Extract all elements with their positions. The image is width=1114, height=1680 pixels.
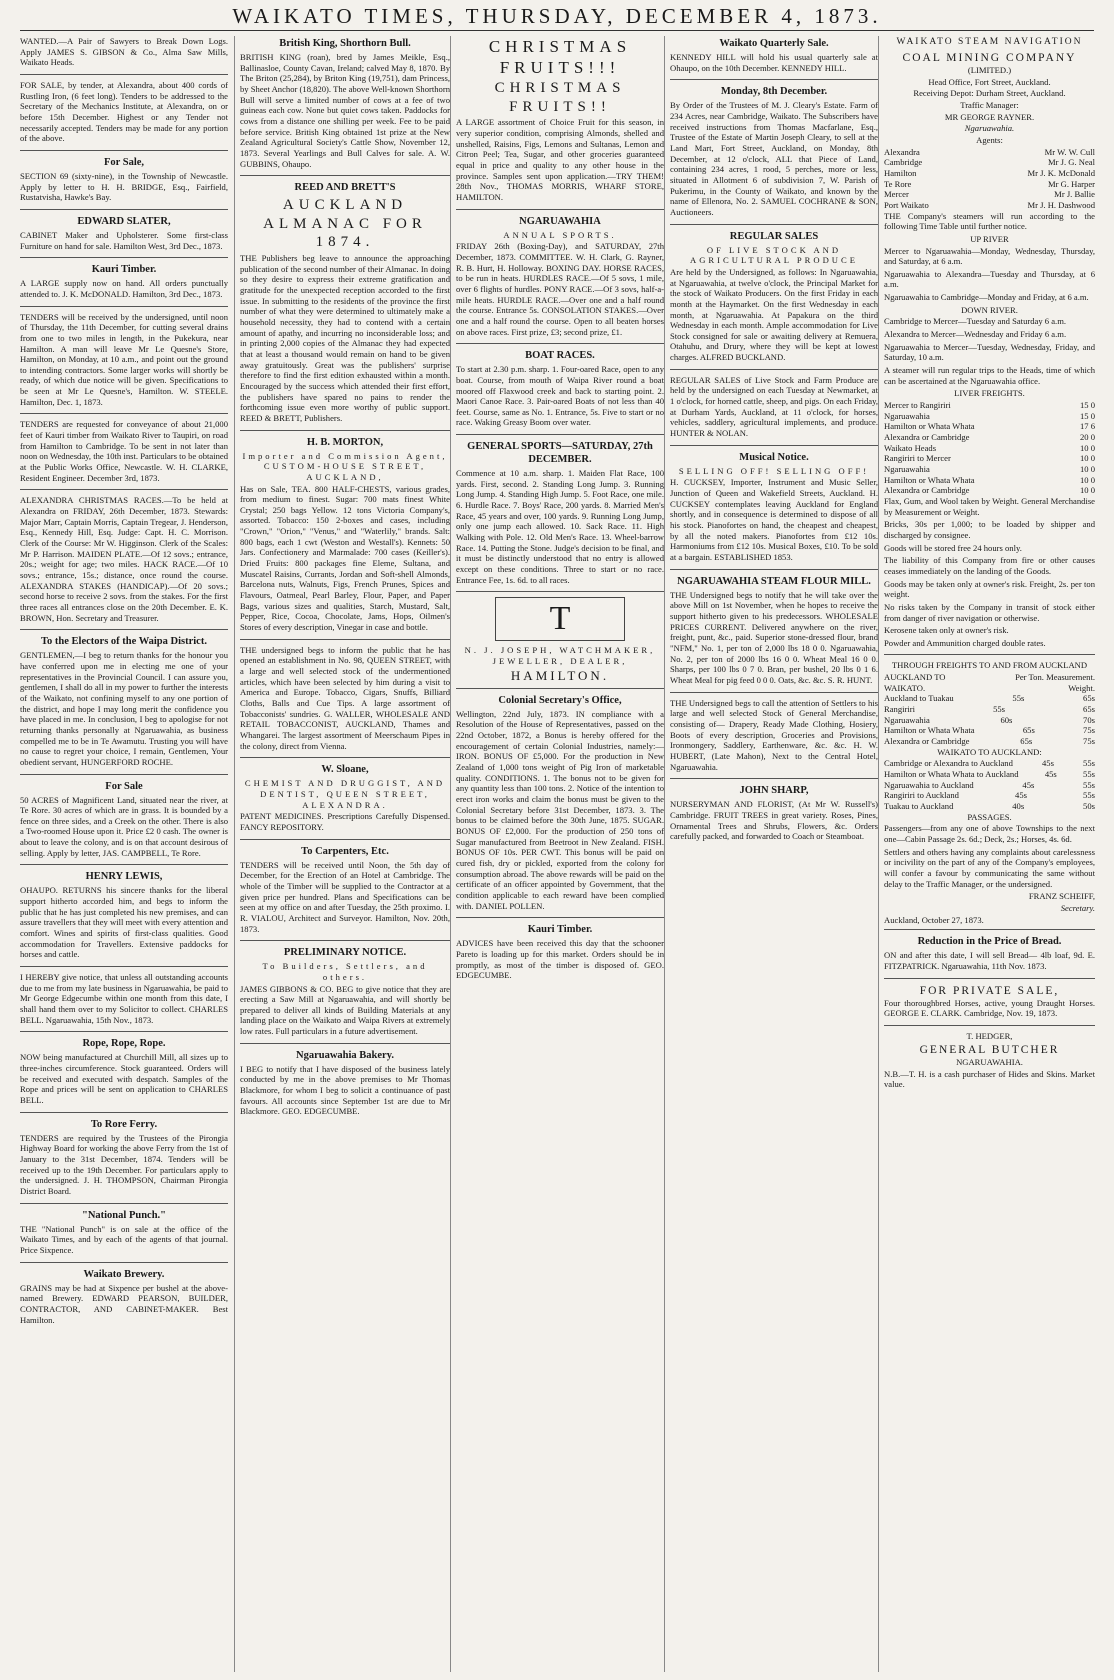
table-cell: Auckland to Tuakau [884, 693, 954, 704]
ad-body: BRITISH KING (roan), bred by James Meikle, Esq., Ballinasloe, County Cavan, Ireland; calved May 8, 1870. By The Briton (25,284), by Briton King (19,751), dam Princess, by Sheet Anchor (18,820). The above Well-known Shorthorn Bull will serve a limited number of cows at a fee of two guineas each cow. None but quiet cows taken. Paddocks for cows from a distance one shilling per week. Fee to be paid before service. British King obtained 1st prize at the New Zealand Agricultural Society's Cattle Show, November 12, 1873. Several Yearlings and Bull Calves for sale. A. W. GUBBINS, Ohaupo. [240, 52, 450, 169]
table-cell: 70s [1083, 714, 1095, 725]
table-row [884, 790, 1095, 801]
ad-heading: NGARUAWAHIA [519, 215, 601, 227]
through-table [884, 693, 1095, 746]
table-cell: Mercer to Rangiriri [884, 400, 951, 411]
schedule-line: Ngaruawahia to Alexandra—Tuesday and Thursday, at 6 a.m. [884, 268, 1095, 290]
agents-list [884, 147, 1095, 211]
column-2 [234, 36, 455, 1672]
advertisement [670, 230, 878, 370]
ad-body: NURSERYMAN AND FLORIST, (At Mr W. Russell's) Cambridge. FRUIT TREES in great variety. Roses, Pines, Ornamental Trees and Shrubs, Flowers, &c. Orders carefully packed, and forwarded to Coach or Steamboat. [670, 799, 878, 842]
schedule-line: Kerosene taken only at owner's risk. [884, 625, 1009, 636]
ad-body: TENDERS will be received by the undersigned, until noon of Thursday, the 11th December, for cutting several drains from one to two miles in length, in the Pukekura, near Hamilton. A man will leave Mr Le Quesne's Store, Hamilton, on Monday, at 10 a.m., and point out the ground to intending contractors. Some larger works will shortly be ready, of which due notice will be given. Specifications to be seen at Mr Le Quesne's, Hamilton. W. STEELE. Hamilton, Dec. 1, 1873. [20, 311, 228, 407]
ad-body: Are held by the Undersigned, as follows: In Ngaruawahia, at Ngaruawahia, at twelve o'clock, the Principal Market for the stock of Waikato Producers. On the first Friday in each month at the Haymarket. On the first Wednesday in each month, at Ngaruawahia. At Papakura on the third Wednesday in each month. Ample accommodation for Live Stock consigned for sale or awaiting delivery at Remuera, Otahuhu, and Drury, where they will be kept at lowest charges. ALFRED BUCKLAND. [670, 266, 878, 363]
through-subheading [884, 672, 1095, 693]
ad-body: Has on Sale, TEA. 800 HALF-CHESTS, various grades, from medium to finest. Sugar: 700 mats finest White Crystal; 250 bags Yellow. 12 tons Victoria Company's, assorted. Tobacco: 150 2-boxes and cases, including "Crown," "Orion," "Venus," and "Waterlily," brands. Salt: 800 bags, each 1 cwt (Weston and Westall's). Kennets: 50 Jars. Confectionery and Marmalade: 700 cases (Keiller's). Dried Fruits: 800 packages fine Eleme, Sultana, and Muscatel Raisins, Currants, Jordan and Soft-shell Almonds, Barcelona nuts, Walnuts, Figs, French Prunes, Spices and Flavours, Oatmeal, Pearl Barley, Flour, Paper, and Paper Bags, various sizes and qualities, Starch, Mustard, Salt, Pepper, Rice, Cocoa, Chocolate, Jams, Hops, Oilmen's Stores of every description, Vinegar in case and bottle. [240, 483, 450, 633]
ad-body: A LARGE assortment of Choice Fruit for this season, in very superior condition, comprising Almonds, shelled and unshelled, Raisins, Figs, Lemons and Sultanas, Lemon and Citron Peel; Tea, Sugar, and other groceries guaranteed equal in price and quality to any other house in the province. Samples sent upon application.—TRY THEM! 28th Nov., THOMAS MORRIS, WHARF STORE, HAMILTON. [456, 117, 664, 202]
table-row [884, 411, 1095, 422]
table-cell: Mr J. H. Dashwood [1027, 199, 1095, 210]
advertisement [670, 698, 878, 780]
schedule-line: A steamer will run regular trips to the Heads, time of which can be ascertained at the Ngaruawahia office. [884, 365, 1095, 386]
table-cell: 75s [1083, 725, 1095, 736]
table-cell: 55s [1083, 790, 1095, 801]
back-table [884, 758, 1095, 811]
table-row [884, 157, 1095, 168]
table-row [884, 801, 1095, 812]
private-sale-heading: FOR PRIVATE SALE, [919, 984, 1060, 997]
ad-heading: JOHN SHARP, [739, 785, 809, 797]
advertisement [20, 870, 228, 967]
advertisement [240, 1049, 450, 1123]
advertisement [240, 946, 450, 1044]
ad-heading: Kauri Timber. [91, 264, 157, 276]
notice-date: Auckland, October 27, 1873. [884, 914, 984, 925]
head-office: Head Office, Fort Street, Auckland. [928, 76, 1051, 87]
table-cell: 45s [1044, 769, 1057, 780]
ad-body: SECTION 69 (sixty-nine), in the Township of Newcastle. Apply by letter to H. H. BRIDGE, Esq., Fairfield, Rustatvisha, Hawke's Bay. [20, 170, 228, 203]
table-cell: 45s [1015, 790, 1027, 801]
ad-heading: To Rore Ferry. [90, 1118, 158, 1130]
advertisement [20, 156, 228, 210]
advertisement [20, 1118, 228, 1204]
ad-body: I HEREBY give notice, that unless all outstanding accounts due to me from my late business in Ngaruawahia, be paid to Mr George Edgecumbe within one month from this date, I shall hand them over to my Solicitor to collect. CHARLES BELL. Ngaruawahia, 15th Nov., 1873. [20, 972, 228, 1025]
ad-heading: Waikato Quarterly Sale. [719, 38, 829, 49]
table-cell: Tuakau to Auckland [884, 801, 954, 812]
ad-body: I BEG to notify that I have disposed of the business lately conducted by me in the above premises to Mr Thomas Blackmore, for whom I beg to solicit a continuance of past favours. All accounts since September 1st are due to Mr Blackmore. GEO. EDGECUMBE. [240, 1063, 450, 1117]
traffic-manager: MR GEORGE RAYNER. [944, 111, 1035, 122]
schedule-line: Alexandra to Mercer—Wednesday and Friday 6 a.m. [884, 329, 1067, 340]
schedule-line: The liability of this Company from fire or other causes ceases immediately on the landing of the Goods. [884, 555, 1095, 576]
ad-subheading: ANNUAL SPORTS. [503, 229, 617, 240]
table-row [884, 780, 1095, 791]
table-cell: 10 0 [1079, 474, 1095, 485]
table-cell: 20 0 [1079, 432, 1095, 443]
table-cell: 10 0 [1079, 485, 1095, 496]
table-cell: 10 0 [1079, 453, 1095, 464]
ad-heading: Kauri Timber. [527, 924, 593, 936]
table-row [884, 736, 1095, 747]
advertisement [20, 263, 228, 306]
freights-heading: LIVER FREIGHTS. [954, 388, 1025, 399]
table-cell: 55s [1083, 779, 1095, 790]
ad-body: HAMILTON. [510, 667, 610, 683]
ad-body: Commence at 10 a.m. sharp. 1. Maiden Flat Race, 100 yards. First, second. 2. Standing Long Jump. 3. Running Long Jump. 4. Standing High Jump. 5. Foot Race, one mile. 6. Hurdle Race. 7. Boys' Race, 200 yards. 8. Married Men's Race, 45 years and over, 100 yards. 9. Running Long Jump, only one jump each allowed. 10. Sack Race. 11. High Walking with Pole. 12. Old Men's Race. 13. Wheel-barrow Race. 14. Putting the Stone. Judge's decision to be final, and it must be distinctly understood that no entry is allowed except on these conditions. Three to start or no race. Entrance Fee, 1s. 6d. to all races. [456, 468, 664, 585]
ad-body: A LARGE supply now on hand. All orders punctually attended to. J. K. McDONALD. Hamilton, 3rd Dec., 1873. [20, 278, 228, 299]
table-cell: Hamilton or Whata Whata [884, 421, 975, 432]
table-cell: Mr J. G. Neal [1047, 157, 1095, 168]
column-1 [20, 36, 233, 1672]
through-freights [884, 660, 1095, 930]
ad-heading: CHRISTMAS FRUITS!!! [488, 37, 632, 78]
table-cell: 10 0 [1079, 463, 1095, 474]
private-sale-ad [884, 984, 1095, 1027]
table-cell: Mr G. Harper [1047, 178, 1095, 189]
advertisement [240, 645, 450, 759]
ad-body: CABINET Maker and Upholsterer. Some first-class Furniture on hand for sale. Hamilton West, 3rd Dec., 1873. [20, 229, 228, 251]
ad-subheading: AUCKLAND ALMANAC FOR 1874. [263, 197, 427, 251]
ad-body: H. CUCKSEY, Importer, Instrument and Music Seller, Junction of Queen and Wakefield Streets, Auckland. H. CUCKSEY contemplates leaving Auckland for England shortly, and in consequence is determined to dispose of all his stock. Pianofortes on hand, the cheapest and cheapest, by all the noted makers. Pianofortes from £12 10s. Harmoniums from £12 10s. Musical Boxes, £10. To be sold at a bargain. ESTABLISHED 1853. [670, 477, 878, 562]
ad-heading: Waikato Brewery. [83, 1268, 165, 1280]
table-row [884, 758, 1095, 769]
advertisement [670, 85, 878, 224]
through-heading: THROUGH FREIGHTS TO AND FROM AUCKLAND [891, 660, 1088, 671]
ad-body: JAMES GIBBONS & CO. BEG to give notice that they are erecting a Saw Mill at Ngaruawahia, and will shortly be prepared to deliver all kinds of Building Materials at any landing place on the Waikato and Waipa Rivers at extremely low rates. Full particulars in a future advertisement. [240, 983, 450, 1037]
advertisement [20, 1268, 228, 1332]
table-row [884, 464, 1095, 475]
table-row [884, 432, 1095, 443]
table-cell: 45s [1022, 779, 1035, 790]
ad-heading: BOAT RACES. [525, 350, 595, 362]
ad-heading: NGARUAWAHIA STEAM FLOUR MILL. [677, 575, 871, 587]
ad-heading: GENERAL SPORTS—SATURDAY, 27th DECEMBER. [467, 441, 653, 466]
table-row [884, 147, 1095, 158]
ad-body: REGULAR SALES of Live Stock and Farm Produce are held by the undersigned on each Tuesday at Newmarket, at 1 o'clock, for horned cattle, sheep, and pigs. On each Friday, at Durham Yards, Auckland, at 11 o'clock, for horses, vehicles, saddlery, agricultural implements, and produce. HUNTER & NOLAN. [670, 374, 878, 439]
table-cell: 15 0 [1079, 410, 1095, 421]
table-cell: 55s [993, 704, 1006, 715]
table-row [884, 179, 1095, 190]
schedule-line: Powder and Ammunition charged double rates. [884, 637, 1046, 648]
table-row [884, 475, 1095, 486]
ad-heading: H. B. MORTON, [306, 436, 384, 448]
passages-text: Passengers—from any one of above Townships to the next one—Cabin Passage 2s. 6d.; Deck, 2s.; Horses, 4s. 6d. [884, 823, 1095, 844]
advertisement [20, 1037, 228, 1112]
advertisement [240, 845, 450, 942]
receiving-depot: Receiving Depot: Durham Street, Auckland. [913, 88, 1066, 99]
table-cell: 75s [1083, 736, 1095, 747]
up-river-list [884, 246, 1095, 303]
table-row [884, 769, 1095, 780]
up-river-heading: UP RIVER [970, 233, 1009, 244]
bread-ad [884, 935, 1095, 978]
table-cell: 17 6 [1079, 421, 1095, 432]
table-cell: Rangiriri [884, 704, 916, 715]
table-cell: 10 0 [1079, 442, 1095, 453]
table-row [884, 443, 1095, 454]
private-sale-text: Four thoroughbred Horses, active, young Draught Horses. GEORGE E. CLARK. Cambridge, Nov. 19, 1873. [884, 997, 1095, 1019]
schedule-line: Cambridge to Mercer—Tuesday and Saturday 6 a.m. [884, 316, 1067, 327]
masthead: WAIKATO TIMES, THURSDAY, DECEMBER 4, 1873. [20, 4, 1094, 31]
ad-body: GENTLEMEN,—I beg to return thanks for the honour you have conferred upon me in electing me one of your representatives in the Provincial Council. I can assure you, gentlemen, I shall do all in my power to further the interests of the Waikato, not confining myself to any one portion of the district, and hope I may long merit the confidence you have placed in me. In conclusion, I beg to apologise for not returning thanks personally at Ngaruawahia, as business compelled me to be in Te Awamutu. Trusting you will have no cause to regret your choice, I remain, Gentlemen, Your obedient servant, HUNGERFORD ROCHE. [20, 650, 228, 767]
ad-body: THE Undersigned begs to call the attention of Settlers to his large and well selected Stock of General Merchandise, consisting of— Drapery, Ready Made Clothing, Hosiery, Boots of every description, Groceries and Provisions, Ironmongery, Saddlery, Earthenware, &c. &c. H. W. HUBERT, (Late Mahon), Next to the Central Hotel, Ngaruawahia. [670, 697, 878, 772]
steam-navigation-ad [884, 37, 1095, 655]
table-cell: 45s [1041, 758, 1054, 769]
table-row [884, 725, 1095, 736]
table-cell: 65s [1083, 693, 1095, 704]
table-cell: Ngaruawahia [884, 410, 930, 421]
advertisement [20, 1209, 228, 1263]
ad-subheading: CHEMIST AND DRUGGIST, AND DENTIST, QUEEN STREET, ALEXANDRA. [244, 778, 446, 810]
table-row [884, 453, 1095, 464]
advertisement [240, 37, 450, 176]
company-name: COAL MINING COMPANY [902, 51, 1077, 64]
ad-body: TENDERS are required by the Trustees of the Pirongia Highway Board for working the above Ferry from the 1st of January to the 31st December, 1874. Tenders will be received up to the 19th December. For particulars apply to the undersigned. J. H. THOMPSON, Chairman Pirongia District Board. [20, 1132, 228, 1196]
table-cell: Port Waikato [884, 199, 929, 210]
table-cell: 65s [1020, 736, 1033, 747]
table-cell: Hamilton or Whata Whata [884, 474, 975, 485]
schedule-line: Ngaruawahia to Cambridge—Monday and Friday, at 6 a.m. [884, 292, 1089, 303]
schedule-line: No risks taken by the Company in transit of stock either from danger of river navigation or otherwise. [884, 601, 1095, 623]
bread-heading: Reduction in the Price of Bread. [917, 936, 1062, 948]
table-row [884, 704, 1095, 715]
advertisement [20, 312, 228, 415]
butcher-ad [884, 1031, 1095, 1096]
table-cell: 15 0 [1079, 400, 1095, 411]
advertisement [20, 36, 228, 75]
ad-heading: For Sale [105, 780, 143, 792]
table-cell: Cambridge or Alexandra to Auckland [884, 758, 1013, 769]
ad-body: ALEXANDRA CHRISTMAS RACES.—To be held at Alexandra on FRIDAY, 26th December, 1873. Stewards: Major Marr, Captain Morris, Captain Tregear, J. Henderson, Esq., Kennedy Hill, Esq. Judge: Capt. H. C. Morrison. Clerk of the Course: Mr W. Higginson. Clerk of the Scales: Mr P. Harrison. MAIDEN PLATE.—Of 12 sovs.; entrance, 20s.; weight for age; two miles. HACK RACE.—Of 10 sovs.; entrance, 15s.; distance, once round the course. ALEXANDRA STAKES (HANDICAP).—Of 20 sovs.; second horse to receive 2 sovs. from the stakes. For the first three races all entrances close on the 20th December. E. K. BROWN, Hon. Secretary and Treasurer. [20, 495, 228, 623]
ad-body: Wellington, 22nd July, 1873. IN compliance with a Resolution of the House of Representatives, passed on the 22nd October, 1872, a Bonus is hereby offered for the encouragement of certain Colonial Industries, namely:— IRON. BONUS OF £5,000. For the production in New Zealand of 1,000 tons weight of Pig Iron of marketable quality. CONDITIONS. 1. The bonus not to be given for any quantity less than 100 tons. 2. Notice of the intention to erect iron works and claim the bonus must be given to the Colonial Secretary before 31st December, 1873. 3. The bonus to be claimed before the 30th June, 1875. SUGAR. BONUS OF £2,000. For the production of 250 tons of Sugar manufactured from Beetroot in New Zealand. FISH. BONUS OF 10s. PER CWT. This bonus will be paid on cured fish, dry or pickled, exported from the colony for consumption abroad. The above rewards will be paid on the certificate of an officer appointed by Government, that the condition applicable to each reward have been complied with. DANIEL POLLEN. [456, 708, 664, 911]
table-cell: Ngaruawahia [884, 714, 930, 725]
ad-heading: PRELIMINARY NOTICE. [283, 947, 407, 959]
butcher-place: NGARUAWAHIA. [956, 1057, 1023, 1068]
table-cell: Rangiriri to Auckland [884, 790, 959, 801]
table-cell: Cambridge [884, 157, 923, 168]
advertisement [20, 972, 228, 1032]
table-cell: Ngaruawahia [884, 463, 930, 474]
ad-heading: HENRY LEWIS, [85, 871, 163, 883]
advertisement [456, 923, 664, 987]
advertisement [456, 349, 664, 435]
table-cell: 65s [1083, 704, 1095, 715]
notes-list [884, 496, 1095, 649]
ad-subheading: Importer and Commission Agent, CUSTOM-HOUSE STREET, AUCKLAND, [242, 450, 448, 482]
column-3 [450, 36, 669, 1672]
butcher-name: T. HEDGER, [966, 1031, 1013, 1042]
ad-heading: Ngaruawahia Bakery. [295, 1049, 394, 1061]
table-cell: Mercer [884, 189, 909, 200]
settlers-text: Settlers and others having any complaints about carelessness or incivility on the part of any of the Company's employees, will confer a favour by communicating the same without delay to the Traffic Manager, or the undersigned. [884, 846, 1095, 889]
ad-body: To start at 2.30 p.m. sharp. 1. Four-oared Race, open to any boat. Course, from mouth of Waipa River round a boat moored off Flaxwood creek and back to starting point. 2. Maori Canoe Race. 3. Pair-oared Boats of not less than 40 feet. Course, same as No. 1. Entrance, 5s. Five to start or no race. Waking Greasy Boom over water. [456, 364, 664, 428]
table-cell: 65s [1022, 725, 1035, 736]
columns [20, 36, 1094, 1672]
table-cell: Mr J. K. McDonald [1027, 167, 1095, 178]
table-cell: Hamilton or Whata Whata to Auckland [884, 769, 1019, 780]
ad-body: WANTED.—A Pair of Sawyers to Break Down Logs. Apply JAMES S. GIBSON & Co., Alma Saw Mills, Waikato Heads. [20, 36, 228, 68]
freights-table [884, 400, 1095, 496]
to-auckland-heading: WAIKATO TO AUCKLAND: [937, 746, 1042, 757]
advertisement [20, 215, 228, 258]
ad-heading: To Carpenters, Etc. [301, 845, 389, 857]
ad-body: GRAINS may be had at Sixpence per bushel at the above-named Brewery. EDWARD PEARSON, BUILDER, CONTRACTOR, AND CABINET-MAKER. Best Hamilton. [20, 1282, 228, 1325]
table-row [884, 421, 1095, 432]
advertisement [240, 763, 450, 839]
ad-body: OHAUPO. RETURNS his sincere thanks for the liberal support hitherto accorded him, and begs to inform the public that he has just completed his new premises, and can assure travellers that they will meet with every attention and comfort. Wines and spirits of first-class qualities. Good accommodation for Travellers. Extensive paddocks for horses and cattle. [20, 885, 228, 960]
table-row [884, 200, 1095, 211]
ad-body: FRIDAY 26th (Boxing-Day), and SATURDAY, 27th December, 1873. COMMITTEE. W. H. Clark, G. Rayner, R. B. Hurt, H. Holloway. BOXING DAY. HORSE RACES, to be run in heats. HURDLES RACE.—Of 5 sovs, 1 mile, over 6 flights of hurdles. PONY RACE.—Of 3 sovs, half-a-mile heats. HURDLE RACE.—Over one and a half round the course. Entrance 5s. CONSOLATION STAKES.—Over one and a half round the course. Open to all beaten horses on above races. First prize, £3; second prize, £1. [456, 241, 664, 337]
ad-body: ADVICES have been received this day that the schooner Pareto is loading up for this market. Orders should be in promptly, as most of the timber is disposed of. GEO. EDGECUMBE. [456, 938, 664, 981]
advertisement [20, 495, 228, 630]
ad-body: THE undersigned begs to inform the public that he has opened an establishment in No. 98, QUEEN STREET, with a large and well selected stock of the undermentioned articles, which have been selected by him during a visit to America and Europe. Tobacco, Cigars, Snuffs, Billiard Cloths, Balls and Cue Tips. A large assortment of Tobacconists' sundries. G. WALLER, WHOLESALE AND RETAIL TOBACCONIST, AUCKLAND, Thames and Whangarei. The largest assortment of Meerschaum Pipes in the colony, direct from Vienna. [240, 644, 450, 751]
table-row [884, 693, 1095, 704]
butcher-note: N.B.—T. H. is a cash purchaser of Hides and Skins. Market value. [884, 1068, 1095, 1090]
ad-heading: REED AND BRETT'S [294, 182, 396, 194]
through-columns: Per Ton. Measurement. Weight. [1015, 672, 1095, 693]
table-row [884, 485, 1095, 496]
schedule-line: Mercer to Ngaruawahia—Monday, Wednesday, Thursday, and Saturday, at 6 a.m. [884, 245, 1095, 267]
ad-heading: Colonial Secretary's Office, [498, 694, 622, 706]
table-cell: Mr J. Ballie [1054, 189, 1095, 200]
advertisement [20, 80, 228, 151]
table-cell: Hamilton [884, 167, 917, 178]
ad-heading: Monday, 8th December. [720, 86, 828, 98]
table-row [884, 168, 1095, 179]
advertisement [240, 436, 450, 640]
table-cell: Mr W. W. Cull [1044, 146, 1095, 157]
schedule-line: Ngaruawahia to Mercer—Tuesday, Wednesday, Friday, and Saturday, 10 a.m. [884, 341, 1095, 363]
ad-body: TENDERS will be received until Noon, the 5th day of December, for the Erection of an Hotel at Cambridge. The whole of the Timber will be supplied to the Contractor at a given price per hundred. Plans and Specifications can be seen at my office on and after Tuesday, the 25th proximo. I. R. VIALOU, Architect and Surveyor. Hamilton, Nov. 20th, 1873. [240, 859, 450, 934]
table-cell: 40s [1012, 801, 1025, 812]
jeweller-monogram: T [549, 600, 571, 638]
table-cell: 60s [1000, 714, 1013, 725]
table-row [884, 400, 1095, 411]
down-river-heading: DOWN RIVER. [961, 304, 1018, 315]
ad-body: TENDERS are requested for conveyance of about 21,000 feet of Kauri timber from Waikato River to Taupiri, on road from Hamilton to Cambridge. To be sent in not later than noon on Wednesday, the 10th inst. Particulars to be obtained at the Public Works Office, Newcastle. W. H. CLARKE, Resident Engineer. December 3rd, 1873. [20, 419, 228, 483]
schedule-line: Goods may be taken only at owner's risk. Freight, 2s. per ton weight. [884, 578, 1095, 600]
column-4 [664, 36, 883, 1672]
schedule-intro: THE Company's steamers will run according to the following Time Table until further notice. [884, 210, 1095, 232]
secretary-name: FRANZ SCHEIFF, [1028, 891, 1095, 902]
traffic-label: Traffic Manager: [960, 99, 1019, 110]
ad-body: THE Publishers beg leave to announce the approaching publication of the second number of their Almanac. In doing so they desire to express their extreme gratification and gratitude for the unexpected reception accorded to the first issue. In submitting to the residents of the province the first number of what they were determined to ultimately make a household necessity, they had to contend with a certain amount of apathy, and incurring no inconsiderable loss; and in printing 2,000 copies of the Almanac they had expected that at least a thousand would remain on hand to be given away gratuitously. Great was the publishers' surprise therefore to find the first edition exhausted within a month. Encouraged by the success which attended their first effort, the publishers have spared no pains to render the forthcoming issue even more worthy of public support. REED & BRETT, Publishers. [240, 253, 450, 423]
through-sub: AUCKLAND TO WAIKATO. [884, 672, 946, 693]
advertisement [456, 694, 664, 918]
ad-heading: For Sale, [103, 156, 145, 168]
ad-heading: Musical Notice. [739, 451, 809, 463]
ad-subheading: CHRISTMAS FRUITS!! [494, 80, 626, 115]
ad-header: WAIKATO STEAM NAVIGATION [896, 37, 1083, 47]
table-row [884, 715, 1095, 726]
table-cell: Hamilton or Whata Whata [884, 725, 975, 736]
advertisement [670, 451, 878, 570]
ad-heading: "National Punch." [81, 1209, 166, 1221]
table-cell: 50s [1083, 801, 1095, 812]
advertisement [456, 597, 664, 688]
ad-subheading: OF LIVE STOCK AND AGRICULTURAL PRODUCE [690, 244, 858, 266]
ad-heading: To the Electors of the Waipa District. [41, 636, 207, 648]
schedule-line: Goods will be stored free 24 hours only. [884, 542, 1022, 553]
agents-label: Agents: [976, 134, 1003, 145]
table-cell: Ngaruawahia to Auckland [884, 779, 974, 790]
advertisement [20, 419, 228, 490]
table-cell: 55s [1083, 769, 1095, 780]
table-cell: Te Rore [884, 178, 912, 189]
schedule-line: Flax, Gum, and Wool taken by Weight. General Merchandise by Measurement or Weight. [884, 495, 1095, 517]
limited-label: (LIMITED.) [967, 65, 1012, 76]
advertisement [20, 635, 228, 774]
ad-heading: REGULAR SALES [729, 230, 819, 242]
ad-heading: Rope, Rope, Rope. [82, 1038, 166, 1050]
advertisement [240, 181, 450, 430]
advertisement [456, 440, 664, 592]
advertisement [670, 784, 878, 848]
ad-subheading: To Builders, Settlers, and others. [262, 961, 428, 982]
advertisement [456, 36, 664, 210]
passages-heading: PASSAGES. [967, 811, 1012, 822]
advertisement [670, 575, 878, 693]
ngaruawahia-label: Ngaruawahia. [964, 123, 1015, 134]
table-cell: 55s [1012, 693, 1025, 704]
table-cell: Alexandra [884, 146, 920, 157]
table-cell: Rangiriri to Mercer [884, 453, 951, 464]
down-river-list [884, 316, 1095, 386]
ad-body: By Order of the Trustees of M. J. Cleary's Estate. Farm of 234 Acres, near Cambridge, Waikato. The Subscribers have received instructions from Thomas Macfarlane, Esq., Trustee of the Estate of Martin Joseph Cleary, to sell at the Land Mart, Fort Street, Auckland, on Monday, 8th December, at 12 o'clock, ALL that Piece of Land, containing 234 acres, 1 rood, 5 perches, more or less, situated in Allotment 6 of subdivision 7, W. Parish of Pukerimu, in the County of Waikato, and known by the name of Ellenora, No. 2. SAMUEL COCHRANE & SON, Auctioneers. [670, 100, 878, 217]
secretary-title: Secretary. [1060, 902, 1095, 913]
bread-text: ON and after this date, I will sell Bread— 4lb loaf, 9d. E. FITZPATRICK. Ngaruawahia, 11th Nov. 1873. [884, 950, 1095, 971]
ad-body: THE "National Punch" is on sale at the office of the Waikato Times, and by each of the agents of that journal. Price Sixpence. [20, 1223, 228, 1255]
ad-body: NOW being manufactured at Churchill Mill, all sizes up to three-inches circumference. Stock guaranteed. Orders will be received and executed with despatch. Samples of the Rope and prices will be sent on application to CHARLES BELL. [20, 1052, 228, 1105]
advertisement [670, 37, 878, 80]
butcher-title: GENERAL BUTCHER [919, 1043, 1060, 1056]
table-cell: 55s [1083, 758, 1095, 769]
ad-heading: British King, Shorthorn Bull. [279, 38, 411, 49]
table-row [884, 189, 1095, 200]
table-cell: Alexandra or Cambridge [884, 432, 970, 443]
ad-subheading: SELLING OFF! SELLING OFF! [678, 465, 870, 476]
advertisement [20, 780, 228, 866]
ad-body: 50 ACRES of Magnificent Land, situated near the river, at Te Rore. 30 acres of which are in grass. It is bounded by a fence on three sides, and a Creek on the other. There is also a Two-roomed House upon it. Price £2 0 cash. The owner is about to leave the colony, and is on that account desirous of selling. Apply by letter, JAS. CAMPBELL, Te Rore. [20, 794, 228, 858]
advertisement [670, 375, 878, 446]
table-cell: Alexandra or Cambridge [884, 485, 970, 496]
table-cell: Waikato Heads [884, 442, 937, 453]
ad-subheading: N. J. JOSEPH, WATCHMAKER, JEWELLER, DEALER, [464, 645, 656, 667]
ad-body: FOR SALE, by tender, at Alexandra, about 400 cords of Rustling Iron, (6 feet long). Tenders to be addressed to the Secretary of the Mechanics Institute, at Alexandra, on or before 15th December. Highest or any Tender not necessarily accepted. Tenders may be made for any portion of the above. [20, 79, 228, 144]
column-5 [878, 36, 1095, 1672]
schedule-line: Bricks, 30s per 1,000; to be loaded by shipper and discharged by consignee. [884, 519, 1095, 540]
ad-heading: EDWARD SLATER, [77, 215, 171, 227]
advertisement [456, 215, 664, 345]
ad-body: KENNEDY HILL will hold his usual quarterly sale at Ohaupo, on the 10th December. KENNEDY HILL. [670, 52, 878, 73]
jeweller-box [495, 597, 625, 641]
ad-body: THE Undersigned begs to notify that he will take over the above Mill on 1st November, when he hopes to receive the support hitherto given to his predecessors. WHOLESALE PRICES CURRENT. Delivered anywhere on the river, freight, punt, &c., paid. Superior stone-dressed flour, brand "NFM," No. 1, per ton of 2,000 lbs 18 0 0. Ngaruawahia, No. 2, per ton of 2000 lbs 16 0 0. Wheat Meal 16 0 0. Sharps, per 100 lbs 0 7 0. Bran, per bushel, 20 lbs 0 1 6. Wheat Meal for pig feed 0 0 0. Oats, &c. &c. S. R. HUNT. [670, 589, 878, 685]
table-cell: Alexandra or Cambridge [884, 736, 970, 747]
ad-body: PATENT MEDICINES. Prescriptions Carefully Dispensed. FANCY REPOSITORY. [240, 811, 450, 832]
ad-heading: W. Sloane, [321, 764, 369, 776]
